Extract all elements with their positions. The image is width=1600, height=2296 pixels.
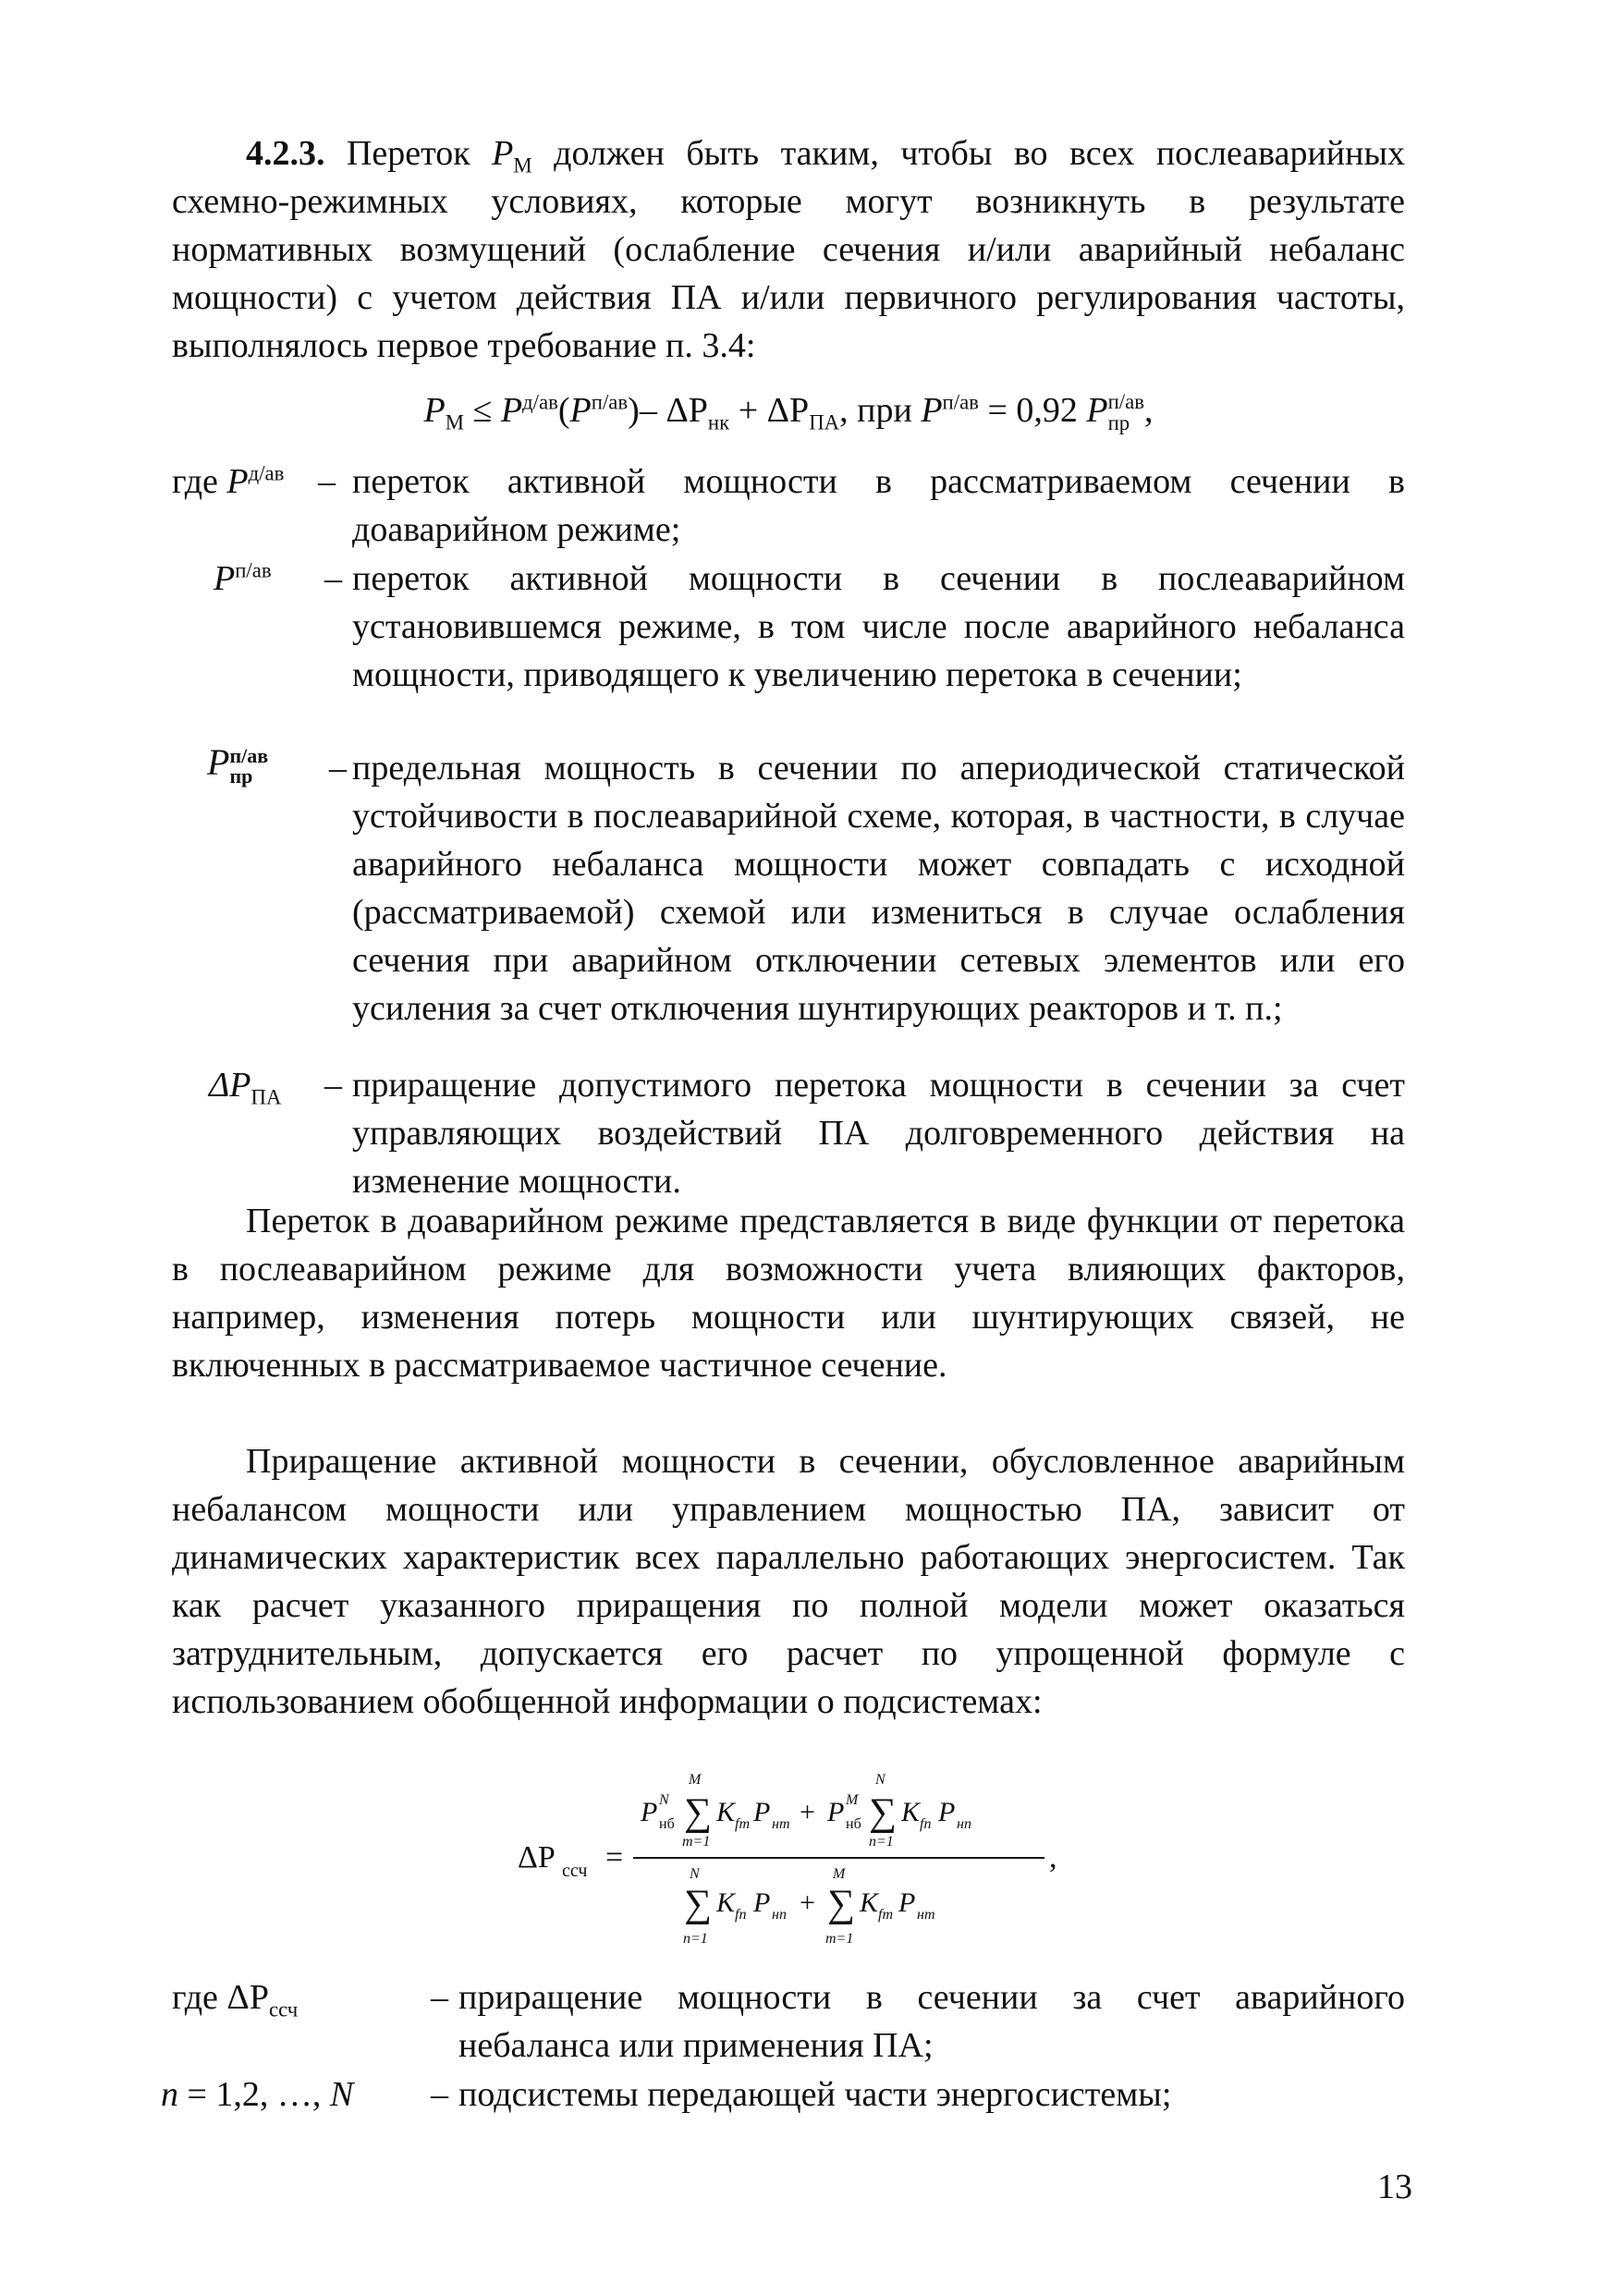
term-symbol: ΔP xyxy=(226,1978,269,2017)
formula1-close: ) xyxy=(628,391,640,430)
sum4-bot: m=1 xyxy=(825,1931,854,1947)
formula1-p3-sup: п/ав xyxy=(942,390,979,414)
definition-item xyxy=(172,555,1405,749)
term-range: = 1,2, …, xyxy=(178,2075,330,2114)
definition-term xyxy=(172,458,284,506)
definition-dash: – xyxy=(324,1066,342,1105)
formula1-end: , xyxy=(1144,391,1154,430)
num-p1: P xyxy=(641,1797,658,1827)
num-p4-sub: нn xyxy=(957,1816,971,1832)
definition-item xyxy=(172,741,1405,1058)
term-symbol: n xyxy=(161,2075,178,2114)
definition-text: переток активной мощности в сечении в послеаварийном установившемся режиме, в том числе после аварийного небаланса мощности, приводящего к увеличению перетока в сечении; xyxy=(352,559,1405,694)
paragraph-4-2-3 xyxy=(172,129,1405,370)
definition-term xyxy=(172,1973,298,2021)
formula1-p4-sup: п/ав xyxy=(1107,390,1145,414)
page-number: 13 xyxy=(1377,2168,1412,2206)
paragraph-3: Приращение активной мощности в сечении, обусловленное аварийным небалансом мощности или управлением мощностью ПА, зависит от динамических характеристик всех параллельно работающих энергосистем. Так как расчет указанного приращения по полной модели может оказаться затруднительным, допускается его расчет по упрощенной формуле с использованием обобщенной информации о подсистемах: xyxy=(172,1442,1405,1721)
den-p1: P xyxy=(753,1887,771,1918)
definition-dash: – xyxy=(431,1978,448,2017)
term-symbol: P xyxy=(226,462,249,501)
formula-2 xyxy=(518,1747,1091,1960)
formula1-pa-sub: ПА xyxy=(809,410,840,434)
term-symbol: ΔP xyxy=(209,1066,251,1105)
formula1-pri: , при xyxy=(839,391,922,430)
formula1-p2: P xyxy=(569,391,592,430)
where-label: где xyxy=(172,1978,227,2017)
paragraph1-rest: должен быть таким, чтобы во всех послеаварийных схемно-режимных условиях, которые могут возникнуть в результате нормативных возмущений (ослабление сечения и/или аварийный небаланс мощности) с учетом действия ПА и/или первичного регулирования частоты, выполнялось первое требование п. 3.4: xyxy=(172,134,1405,365)
formula1-p2-sup: п/ав xyxy=(591,390,629,414)
sum4-top: M xyxy=(833,1866,846,1882)
sum3-icon: ∑ xyxy=(684,1883,712,1925)
formula1-minus: – ΔP xyxy=(639,391,708,430)
sum2-icon: ∑ xyxy=(869,1791,897,1834)
num-p2: P xyxy=(753,1797,771,1827)
den-k2: K xyxy=(860,1887,879,1918)
num-plus: + xyxy=(800,1797,815,1827)
definition-dash: – xyxy=(329,749,347,788)
p-symbol: P xyxy=(492,134,514,173)
sum2-bot: n=1 xyxy=(869,1834,894,1850)
formula1-lhs-sub: М xyxy=(445,410,464,434)
num-k1-sub: fm xyxy=(735,1816,750,1832)
definition-text: приращение мощности в сечении за счет аварийного небаланса или применения ПА; xyxy=(458,1978,1405,2065)
num-p3: P xyxy=(827,1797,845,1827)
term-symbol-2: N xyxy=(329,2075,354,2114)
num-p2-sub: нm xyxy=(772,1816,790,1832)
formula1-open: ( xyxy=(557,391,570,430)
term-symbol: P xyxy=(214,559,236,598)
paragraph-2: Переток в доаварийном режиме представляется в виде функции от перетока в послеаварийном режиме для возможности учета влияющих факторов, например, изменения потерь мощности или шунтирующих связей, не включенных в рассматриваемое частичное сечение. xyxy=(172,1202,1405,1385)
definition-text: переток активной мощности в рассматриваемом сечении в доаварийном режиме; xyxy=(352,462,1405,549)
num-p1-sup: N xyxy=(659,1792,669,1808)
term-symbol: P xyxy=(207,741,230,783)
sum3-bot: n=1 xyxy=(683,1931,708,1947)
sum3-top: N xyxy=(690,1866,700,1882)
den-k1: K xyxy=(716,1887,736,1918)
num-k2-sub: fn xyxy=(920,1816,932,1832)
formula1-nk-sub: нк xyxy=(707,410,730,434)
definition-dash: – xyxy=(431,2075,448,2114)
num-p1-sub: нб xyxy=(659,1816,675,1832)
sum1-bot: m=1 xyxy=(682,1834,711,1850)
formula1-p4-sub: пр xyxy=(1107,411,1130,435)
den-plus: + xyxy=(800,1887,815,1918)
definition-term xyxy=(207,741,269,788)
term-sub: ПА xyxy=(250,1085,282,1109)
definition-text: подсистемы передающей части энергосистемы; xyxy=(458,2075,1172,2114)
formula1-p3: P xyxy=(921,391,943,430)
sum2-top: N xyxy=(875,1772,885,1788)
term-sub: ссч xyxy=(268,1997,299,2021)
formula2-end: , xyxy=(1049,1840,1057,1875)
formula2-eq: = xyxy=(605,1840,624,1875)
formula1-p4: P xyxy=(1086,391,1108,430)
num-k1: K xyxy=(716,1797,736,1827)
formula1-eq: = 0,92 xyxy=(978,391,1087,430)
definition-dash: – xyxy=(318,462,336,501)
definition-term xyxy=(209,1061,281,1109)
formula1-p1-sup: д/ав xyxy=(522,390,558,414)
term-sub: пр xyxy=(229,764,253,788)
definition-text: приращение допустимого перетока мощности в сечении за счет управляющих воздействий ПА долговременного действия на изменение мощности. xyxy=(352,1066,1405,1201)
paragraph1-prefix: Переток xyxy=(346,134,493,173)
sum1-top: M xyxy=(689,1772,702,1788)
definition-term xyxy=(214,555,272,603)
den-k1-sub: fn xyxy=(735,1907,747,1923)
definition-dash: – xyxy=(324,559,342,598)
den-p1-sub: нn xyxy=(772,1907,787,1923)
formula1-lhs: P xyxy=(423,391,446,430)
den-p2: P xyxy=(898,1887,916,1918)
formula1-le: ≤ xyxy=(463,391,501,430)
num-k2: K xyxy=(901,1797,921,1827)
section-number: 4.2.3. xyxy=(246,134,325,173)
formula1-plus: + ΔP xyxy=(729,391,810,430)
sum4-icon: ∑ xyxy=(827,1883,855,1925)
formula-1 xyxy=(172,386,1405,434)
num-p3-sub: нб xyxy=(846,1816,861,1832)
definition-term xyxy=(161,2070,353,2119)
definition-item xyxy=(161,2070,1405,2126)
formula1-p1: P xyxy=(500,391,523,430)
definition-item xyxy=(172,458,1405,559)
den-p2-sub: нm xyxy=(917,1907,935,1923)
sum1-icon: ∑ xyxy=(684,1791,712,1834)
den-k2-sub: fm xyxy=(878,1907,893,1923)
num-p3-sup: M xyxy=(846,1792,859,1808)
formula2-lhs: ΔP xyxy=(518,1840,556,1875)
definition-text: предельная мощность в сечении по апериодической статической устойчивости в послеаварийной схеме, которая, в частности, в случае аварийного небаланса мощности может совпадать с исходной (рассматриваемой) схемой или измениться в случае ослабления сечения при аварийном отключении сетевых элементов или его усиления за счет отключения шунтирующих реакторов и т. п.; xyxy=(352,749,1405,1028)
definition-item xyxy=(172,1061,1405,1209)
p-subscript: М xyxy=(513,153,532,177)
num-p4: P xyxy=(938,1797,956,1827)
term-sup: п/ав xyxy=(229,744,269,767)
where-label: где xyxy=(172,462,227,501)
term-sup: д/ав xyxy=(248,461,285,485)
formula2-lhs-sub: ссч xyxy=(562,1861,588,1881)
definition-item xyxy=(172,1973,1405,2075)
term-sup: п/ав xyxy=(235,558,272,582)
